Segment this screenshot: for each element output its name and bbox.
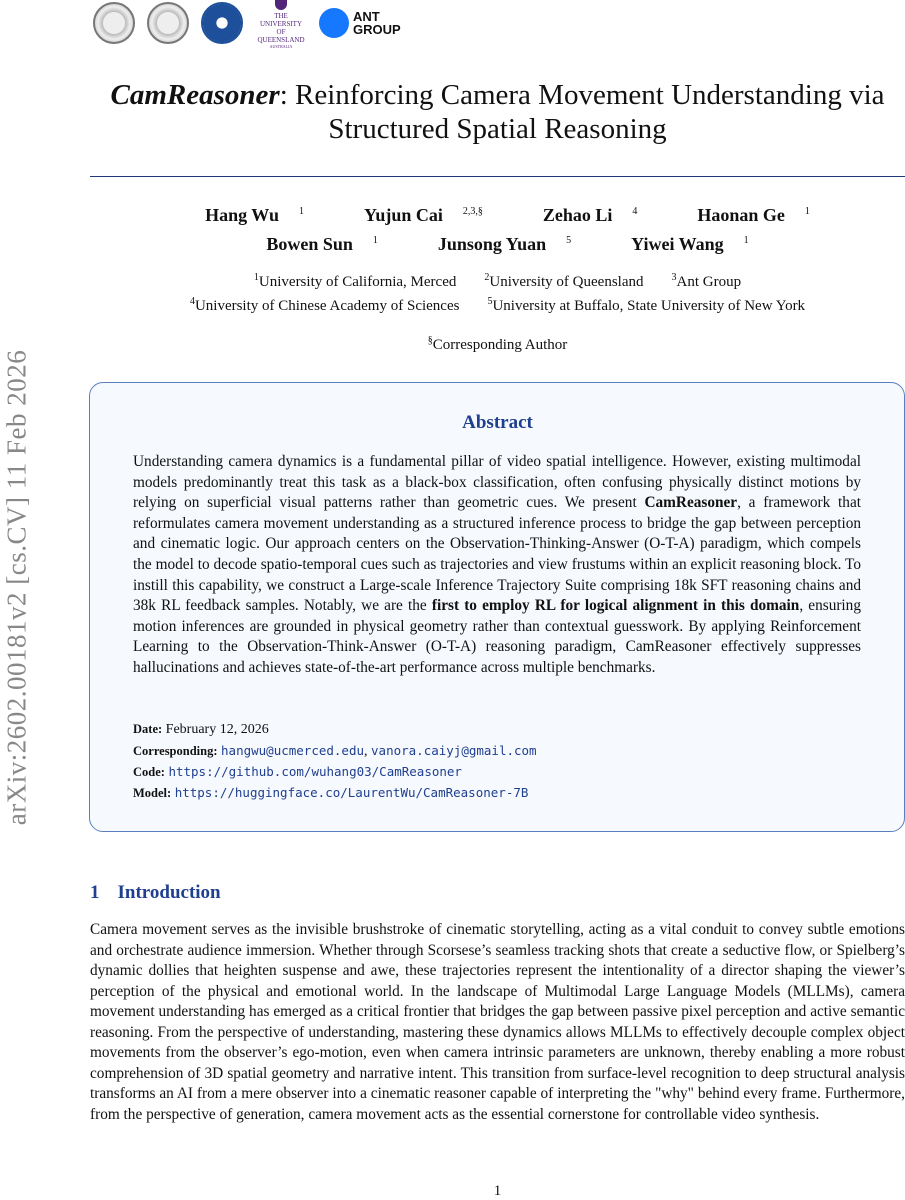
author-row [90, 234, 905, 255]
abstract-text-part: Understanding camera dynamics is a fundamental pillar of video spatial intelligence. However, existing multimodal models predominantly treat this task as a black-box classification, often confusing physically distinct motions by relying on superficial visual patterns rather than geometric cues. We present [133, 453, 861, 512]
intro-paragraph: Camera movement serves as the invisible brushstroke of cinematic storytelling, acting as a vital conduit to convey subtle emotions and orchestrate audience immersion. Whether through Scorsese’s seamless tracking shots that create a seductive flow, or Spielberg’s dynamic dollies that heighten suspense and awe, these trajectories represent the intentionality of a director shaping the viewer’s perception of the physical and emotional world. In the landscape of Multimodal Large Language Models (MLLMs), camera movement understanding has emerged as a critical frontier that bridges the gap between passive pixel perception and active semantic reasoning. From the perspective of understanding, mastering these dynamics allows MLLMs to effectively decouple complex object movements from the observer’s ego-motion, even when camera intrinsic parameters are unknown, thereby enabling a more robust comprehension of 3D spatial geometry and narrative intent. This transition from surface-level recognition to deep structural analysis transforms an AI from a mere observer into a cinematic reasoner capable of interpreting the "why" behind every frame. Furthermore, from the perspective of generation, camera movement acts as the essential cornerstone for controllable video synthesis. [90, 921, 905, 1123]
section-title: Introduction [117, 882, 221, 903]
note-text: Corresponding Author [432, 337, 568, 353]
author-name-text: Bowen Sun [266, 234, 353, 254]
abstract-text-part: , a framework that reformulates camera movement understanding as a structured inference process to bridge the gap between perception and cinematic logic. Our approach centers on the Observation-Thinking-Answer (O-T-A) paradigm, which compels the model to decode spatio-temporal cues such as trajectories and view frustums within an explicit reasoning block. To instill this capability, we construct a Large-scale Inference Trajectory Suite comprising 18k SFT reasoning chains and 38k RL feedback samples. Notably, we are the [133, 494, 861, 615]
ucas-logo [201, 2, 243, 44]
author-name [344, 205, 483, 225]
author-name [523, 205, 638, 225]
author-sup: 4 [632, 206, 638, 217]
affiliation-sup: 2 [484, 272, 490, 283]
ant-logo-text: ANT [353, 9, 380, 24]
code-label: Code: [133, 765, 165, 779]
section-heading [90, 882, 221, 904]
abstract-bold: first to employ RL for logical alignment in this domain [431, 597, 800, 615]
title-text: : Reinforcing Camera Movement Understanding via [279, 79, 885, 111]
ant-group-logo [319, 8, 401, 38]
author-sup: 1 [743, 235, 749, 246]
separator: , [364, 744, 372, 759]
corresponding-note [90, 335, 905, 354]
code-link[interactable]: https://github.com/wuhang03/CamReasoner [168, 764, 462, 779]
affiliation [484, 274, 643, 290]
affiliation [254, 274, 456, 290]
affiliation-name: University of Queensland [489, 274, 644, 290]
arxiv-identifier[interactable]: arXiv:2602.00181v2 [cs.CV] 11 Feb 2026 [1, 349, 32, 826]
uc-merced-logo [93, 2, 135, 44]
title-text: Structured Spatial Reasoning [328, 113, 667, 145]
affiliation [190, 298, 460, 314]
email-link[interactable]: vanora.caiyj@gmail.com [371, 743, 537, 758]
affiliation-row [90, 296, 905, 315]
abstract-heading: Abstract [462, 412, 533, 433]
author-row [90, 205, 905, 226]
author-sup: 1 [804, 206, 810, 217]
abstract-text-part: , ensuring motion inferences are grounded in physical geometry rather than contextual guesswork. By applying Reinforcement Learning to the Observation-Think-Answer (O-T-A) reasoning paradigm, CamReasoner effectively suppresses hallucinations and achieves state-of-the-art performance across multiple benchmarks. [133, 597, 861, 676]
author-name-text: Yiwei Wang [631, 234, 724, 254]
uq-logo [255, 0, 307, 50]
affiliation-name: University of Chinese Academy of Sciences [194, 298, 460, 314]
email-link[interactable]: hangwu@ucmerced.edu [221, 743, 365, 758]
author-name [677, 205, 810, 225]
section-number: 1 [90, 882, 100, 903]
code-line [133, 764, 462, 781]
corresponding-line [133, 743, 537, 760]
ant-logo-text: GROUP [353, 22, 401, 37]
affiliation [672, 274, 742, 290]
affiliation [487, 298, 805, 314]
author-sup: 2,3,§ [462, 206, 483, 217]
author-name-text: Yujun Cai [363, 205, 443, 225]
affiliation-row [90, 272, 905, 291]
buffalo-logo [147, 2, 189, 44]
page-number: 1 [493, 1183, 502, 1199]
ant-logo-icon [319, 8, 349, 38]
author-name [418, 234, 571, 254]
model-line [133, 785, 528, 802]
abstract-text [133, 452, 861, 679]
paper-title [90, 78, 905, 146]
model-link[interactable]: https://huggingface.co/LaurentWu/CamReasoner-7B [174, 785, 529, 800]
uq-logo-text: OF QUEENSLAND [257, 28, 305, 44]
author-sup: 1 [372, 235, 378, 246]
date-label: Date: [133, 722, 163, 736]
author-name [246, 234, 378, 254]
author-name-text: Haonan Ge [697, 205, 785, 225]
title-method-name: CamReasoner [110, 79, 280, 111]
affiliation-sup: 5 [487, 296, 493, 307]
note-sup: § [427, 335, 433, 346]
author-name-text: Hang Wu [205, 205, 279, 225]
date-value: February 12, 2026 [165, 722, 269, 737]
uq-logo-text: AUSTRALIA [269, 44, 293, 49]
affiliation-sup: 3 [671, 272, 677, 283]
model-label: Model: [133, 786, 172, 800]
author-sup: 1 [298, 206, 304, 217]
author-name-text: Junsong Yuan [437, 234, 547, 254]
affiliation-name: University of California, Merced [258, 274, 457, 290]
institution-logos [93, 2, 401, 49]
author-name-text: Zehao Li [542, 205, 613, 225]
corresponding-label: Corresponding: [133, 744, 218, 758]
affiliation-sup: 4 [189, 296, 195, 307]
title-rule [90, 176, 905, 177]
uq-crest-icon [275, 0, 287, 10]
abstract-bold: CamReasoner [644, 494, 738, 512]
date-line [133, 722, 269, 738]
affiliation-sup: 1 [253, 272, 259, 283]
author-name [185, 205, 304, 225]
author-sup: 5 [566, 235, 572, 246]
author-name [611, 234, 749, 254]
affiliation-name: University at Buffalo, State University of New York [492, 298, 806, 314]
uq-logo-text: THE UNIVERSITY [260, 12, 302, 28]
affiliation-name: Ant Group [676, 274, 742, 290]
